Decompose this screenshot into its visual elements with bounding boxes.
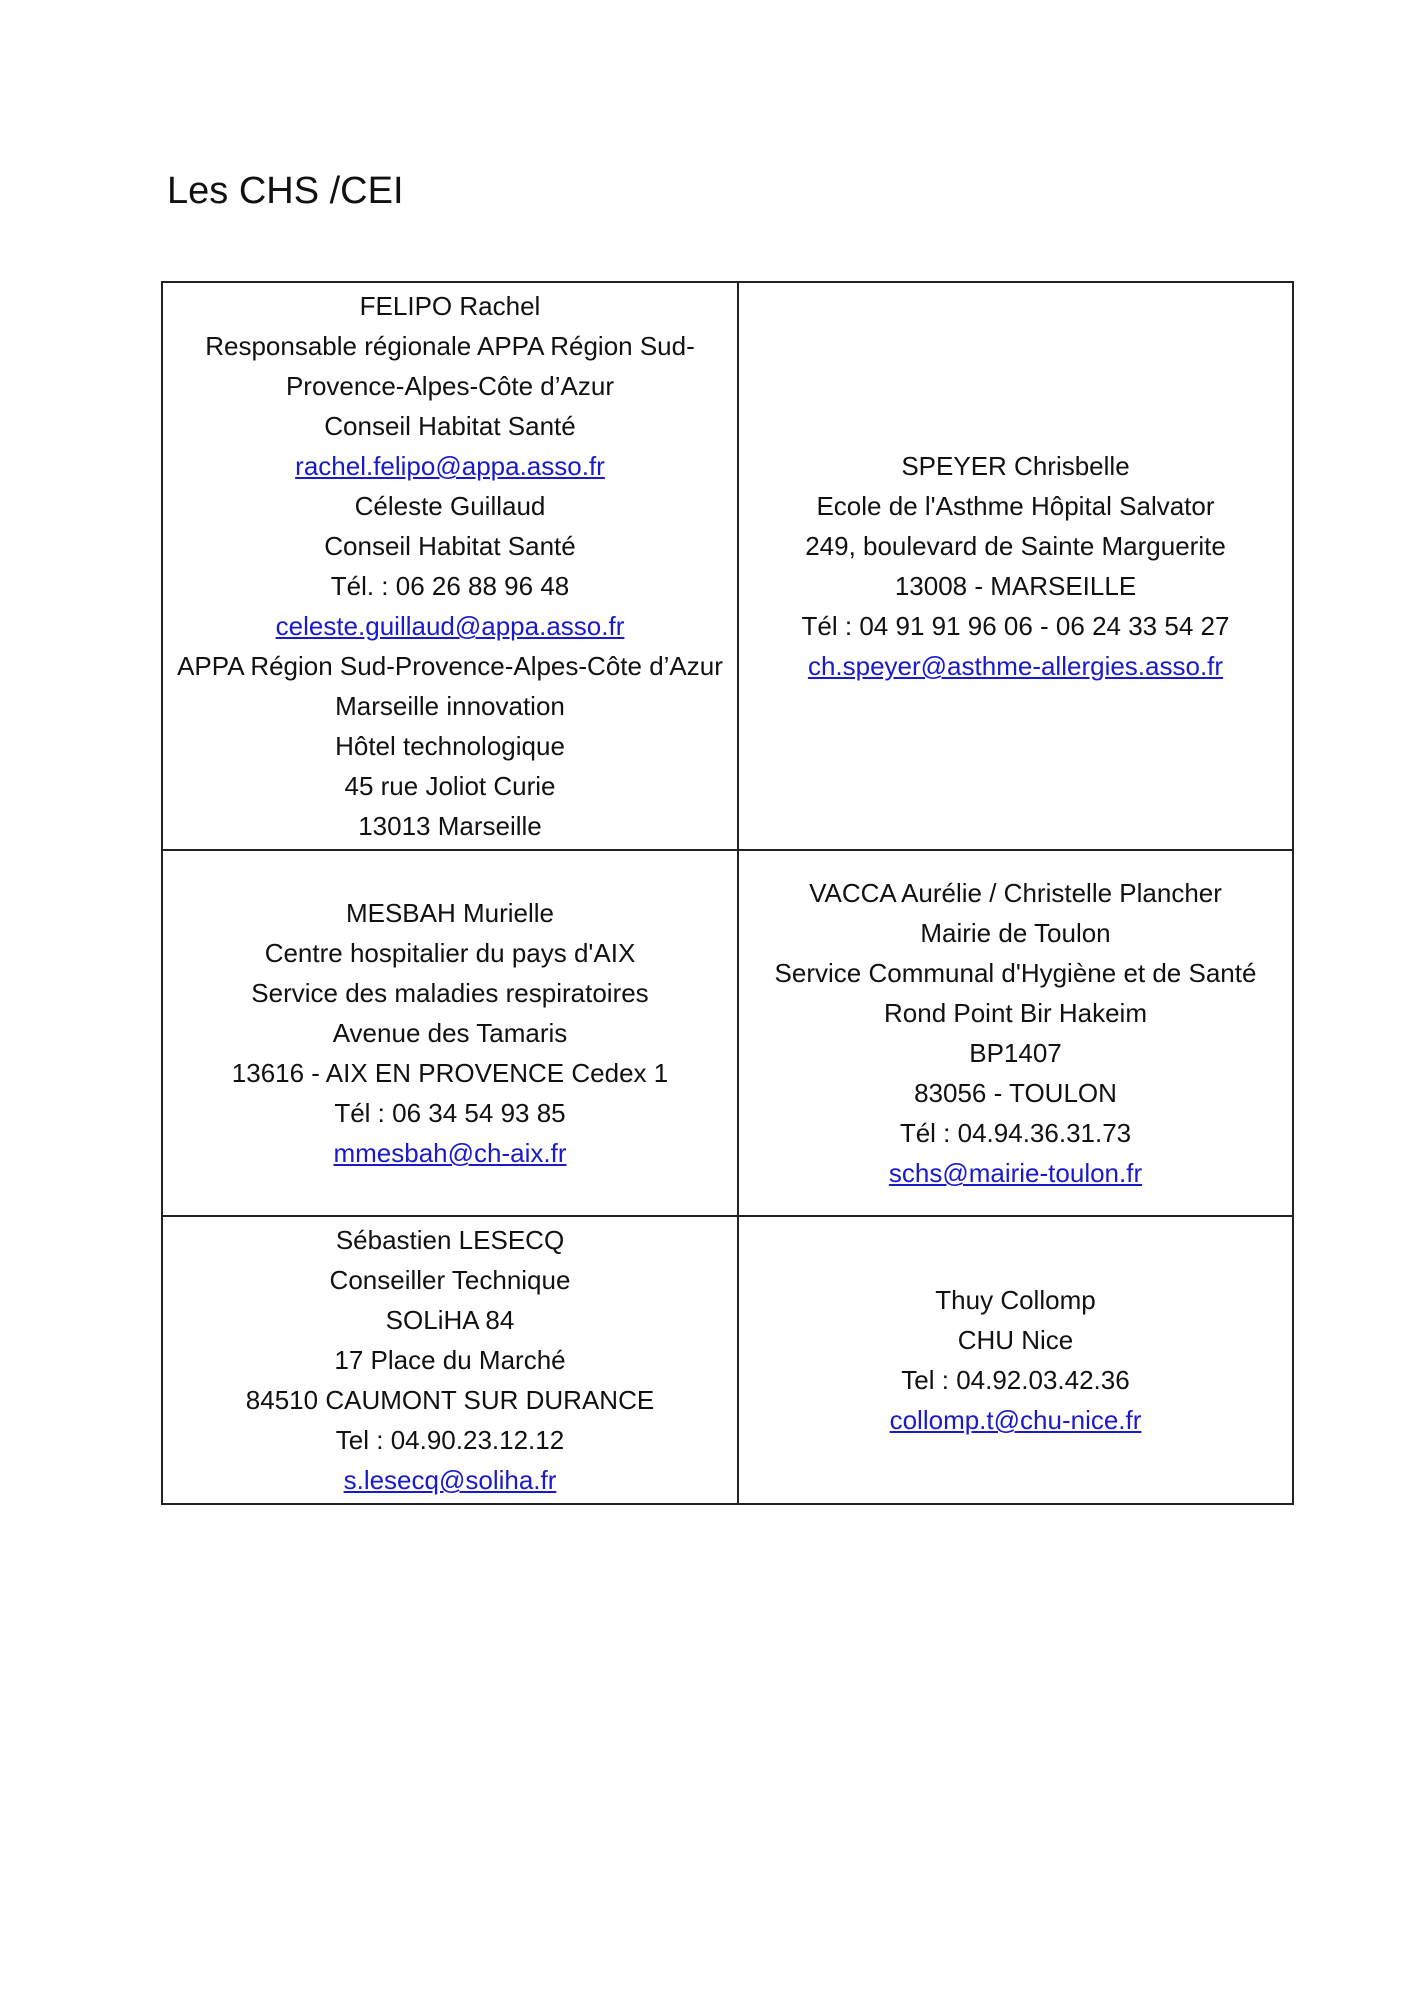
contact-name: Sébastien LESECQ [335, 1225, 565, 1255]
contact-detail: 13008 - MARSEILLE [894, 571, 1137, 601]
contact-detail: Provence-Alpes-Côte d’Azur [285, 371, 615, 401]
table-row [162, 850, 1293, 1216]
contact-detail: Tel : 04.90.23.12.12 [335, 1425, 565, 1455]
contact-detail: Service des maladies respiratoires [251, 978, 649, 1008]
contact-detail: 249, boulevard de Sainte Marguerite [805, 531, 1226, 561]
contact-detail: 45 rue Joliot Curie [344, 771, 556, 801]
page-title: Les CHS /CEI [167, 170, 404, 212]
contact-detail: CHU Nice [957, 1325, 1074, 1355]
contact-name: Thuy Collomp [935, 1285, 1096, 1315]
contact-name: SPEYER Chrisbelle [901, 451, 1130, 481]
contact-detail: Avenue des Tamaris [332, 1018, 568, 1048]
contact-cell [738, 282, 1293, 850]
contact-detail: Conseil Habitat Santé [324, 531, 576, 561]
contact-detail: Tél : 04.94.36.31.73 [899, 1118, 1132, 1148]
contact-detail: Centre hospitalier du pays d'AIX [264, 938, 636, 968]
contact-name: VACCA Aurélie / Christelle Plancher [809, 878, 1222, 908]
email-link[interactable]: collomp.t@chu-nice.fr [889, 1405, 1142, 1435]
contact-detail: Rond Point Bir Hakeim [884, 998, 1147, 1028]
contact-detail: Céleste Guillaud [354, 491, 546, 521]
email-link[interactable]: ch.speyer@asthme-allergies.asso.fr [807, 651, 1224, 681]
contact-detail: Conseiller Technique [329, 1265, 571, 1295]
contact-name: FELIPO Rachel [359, 291, 541, 321]
contact-cell [738, 1216, 1293, 1504]
contact-cell [738, 850, 1293, 1216]
contact-cell [162, 1216, 738, 1504]
contact-detail: Hôtel technologique [335, 731, 565, 761]
contact-name: MESBAH Murielle [345, 898, 555, 928]
contact-cell [162, 282, 738, 850]
email-link[interactable]: celeste.guillaud@appa.asso.fr [275, 611, 625, 641]
contact-detail: Tél. : 06 26 88 96 48 [330, 571, 570, 601]
contact-detail: 84510 CAUMONT SUR DURANCE [245, 1385, 655, 1415]
table-row [162, 1216, 1293, 1504]
contact-cell [162, 850, 738, 1216]
contact-detail: APPA Région Sud-Provence-Alpes-Côte d’Azur [177, 651, 723, 681]
contact-detail: BP1407 [969, 1038, 1062, 1068]
contact-detail: 17 Place du Marché [334, 1345, 566, 1375]
contact-detail: 13616 - AIX EN PROVENCE Cedex 1 [231, 1058, 669, 1088]
email-link[interactable]: schs@mairie-toulon.fr [888, 1158, 1143, 1188]
contact-detail: 83056 - TOULON [914, 1078, 1117, 1108]
contact-detail: Conseil Habitat Santé [324, 411, 576, 441]
contact-detail: Tél : 06 34 54 93 85 [334, 1098, 566, 1128]
contact-detail: Marseille innovation [335, 691, 565, 721]
email-link[interactable]: mmesbah@ch-aix.fr [333, 1138, 567, 1168]
contact-detail: Responsable régionale APPA Région Sud- [205, 331, 695, 361]
contact-detail: 13013 Marseille [358, 811, 542, 841]
contact-detail: Tel : 04.92.03.42.36 [901, 1365, 1130, 1395]
email-link[interactable]: rachel.felipo@appa.asso.fr [295, 451, 605, 481]
contact-detail: SOLiHA 84 [385, 1305, 515, 1335]
contact-detail: Mairie de Toulon [920, 918, 1111, 948]
contact-detail: Ecole de l'Asthme Hôpital Salvator [816, 491, 1215, 521]
contacts-table [161, 281, 1294, 1505]
contact-detail: Service Communal d'Hygiène et de Santé [774, 958, 1257, 988]
table-row [162, 282, 1293, 850]
contact-detail: Tél : 04 91 91 96 06 - 06 24 33 54 27 [801, 611, 1230, 641]
email-link[interactable]: s.lesecq@soliha.fr [343, 1465, 557, 1495]
